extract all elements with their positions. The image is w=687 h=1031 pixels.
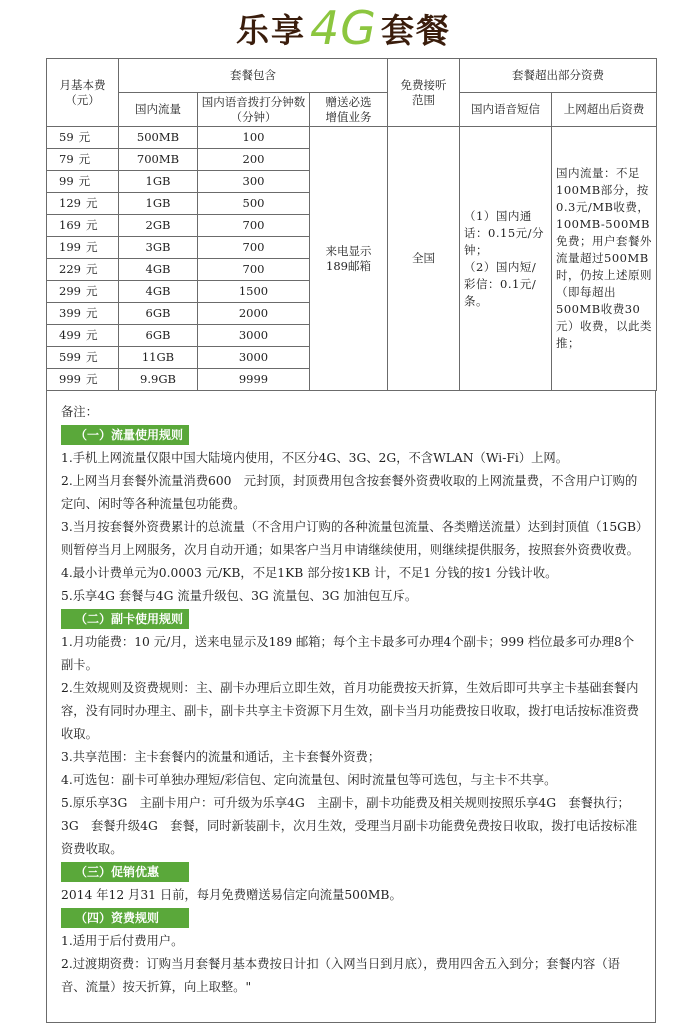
fee-cell: 129 元 <box>47 193 119 215</box>
title-part-1: 乐享 <box>236 10 307 50</box>
note-item: 1.月功能费：10 元/月，送来电显示及189 邮箱；每个主卡最多可办理4个副卡；999 档位最多可办理8个副卡。 <box>61 635 635 672</box>
header-monthly-fee: 月基本费 （元） <box>47 59 119 127</box>
note-item: 5.乐享4G 套餐与4G 流量升级包、3G 流量包、3G 加油包互斥。 <box>61 589 418 603</box>
data-cell: 2GB <box>119 215 198 237</box>
fee-cell: 599 元 <box>47 347 119 369</box>
plan-table <box>46 58 657 391</box>
note-item: 2.生效规则及资费规则：主、副卡办理后立即生效，首月功能费按天折算，生效后即可共享主卡基础套餐内容，没有同时办理主、副卡，副卡共享主卡资源下月生效，副卡当月功能费按日收取，拨打电话按标准资费收取。 <box>61 681 639 741</box>
data-cell: 4GB <box>119 259 198 281</box>
fee-cell: 299 元 <box>47 281 119 303</box>
header-domestic-data: 国内流量 <box>119 93 198 127</box>
data-cell: 11GB <box>119 347 198 369</box>
data-cell: 500MB <box>119 127 198 149</box>
free-addon-cell: 来电显示 189邮箱 <box>310 127 388 391</box>
notes-section <box>46 391 656 1023</box>
note-item: 4.最小计费单元为0.0003 元/KB，不足1KB 部分按1KB 计，不足1 分钱的按1 分钱计收。 <box>61 566 558 580</box>
section-tag-secondary-card-rules: （二）副卡使用规则 <box>61 609 189 629</box>
minutes-cell: 3000 <box>198 325 310 347</box>
minutes-cell: 100 <box>198 127 310 149</box>
free-receiving-cell: 全国 <box>388 127 460 391</box>
data-cell: 6GB <box>119 303 198 325</box>
section-tag-promotion: （三）促销优惠 <box>61 862 189 882</box>
data-cell: 1GB <box>119 171 198 193</box>
header-free-receiving: 免费接听 范围 <box>388 59 460 127</box>
minutes-cell: 9999 <box>198 369 310 391</box>
note-item: 4.可选包：副卡可单独办理短/彩信包、定向流量包、闲时流量包等可选包，与主卡不共享。 <box>61 773 557 787</box>
section-tag-data-rules: （一）流量使用规则 <box>61 425 189 445</box>
overage-voice-sms-cell: （1）国内通话：0.15元/分钟； （2）国内短/彩信：0.1元/条。 <box>460 127 552 391</box>
minutes-cell: 3000 <box>198 347 310 369</box>
fee-cell: 999 元 <box>47 369 119 391</box>
fee-cell: 229 元 <box>47 259 119 281</box>
minutes-cell: 300 <box>198 171 310 193</box>
overage-data-cell: 国内流量：不足100MB部分，按0.3元/MB收费，100MB-500MB免费；用户套餐外流量超过500MB时，仍按上述原则（即每超出500MB收费30元）收费，以此类推； <box>552 127 657 391</box>
data-cell: 6GB <box>119 325 198 347</box>
header-overage-data: 上网超出后资费 <box>552 93 657 127</box>
fee-cell: 169 元 <box>47 215 119 237</box>
data-cell: 4GB <box>119 281 198 303</box>
data-cell: 1GB <box>119 193 198 215</box>
header-overage-voice-sms: 国内语音短信 <box>460 93 552 127</box>
fee-cell: 399 元 <box>47 303 119 325</box>
minutes-cell: 1500 <box>198 281 310 303</box>
header-domestic-voice: 国内语音拨打分钟数 （分钟） <box>198 93 310 127</box>
note-item: 3.当月按套餐外资费累计的总流量（不含用户订购的各种流量包流量、各类赠送流量）达到封顶值（15GB）则暂停当月上网服务，次月自动开通；如果客户当月申请继续使用，则继续提供服务，按照套外资费收费。 <box>61 520 643 557</box>
header-overage: 套餐超出部分资费 <box>460 59 657 93</box>
fee-cell: 199 元 <box>47 237 119 259</box>
notes-heading: 备注： <box>61 405 98 419</box>
minutes-cell: 200 <box>198 149 310 171</box>
note-item: 1.适用于后付费用户。 <box>61 934 184 948</box>
note-item: 2014 年12 月31 日前，每月免费赠送易信定向流量500MB。 <box>61 888 402 902</box>
minutes-cell: 700 <box>198 237 310 259</box>
minutes-cell: 500 <box>198 193 310 215</box>
minutes-cell: 700 <box>198 215 310 237</box>
page-title <box>0 0 687 56</box>
header-free-addon: 赠送必选 增值业务 <box>310 93 388 127</box>
fee-cell: 59 元 <box>47 127 119 149</box>
minutes-cell: 2000 <box>198 303 310 325</box>
fee-cell: 499 元 <box>47 325 119 347</box>
note-item: 1.手机上网流量仅限中国大陆境内使用，不区分4G、3G、2G，不含WLAN（Wi-Fi）上网。 <box>61 451 569 465</box>
fee-cell: 79 元 <box>47 149 119 171</box>
data-cell: 700MB <box>119 149 198 171</box>
minutes-cell: 700 <box>198 259 310 281</box>
note-item: 5.原乐享3G 主副卡用户：可升级为乐享4G 主副卡，副卡功能费及相关规则按照乐享4G 套餐执行；3G 套餐升级4G 套餐，同时新装副卡，次月生效，受理当月副卡功能费免费按日收取，拨打电话按标准资费收取。 <box>61 796 638 856</box>
table-row <box>47 127 657 149</box>
title-part-3: 套餐 <box>380 10 451 50</box>
fee-cell: 99 元 <box>47 171 119 193</box>
header-package-includes: 套餐包含 <box>119 59 388 93</box>
note-item: 2.过渡期资费：订购当月套餐月基本费按日计扣（入网当日到月底），费用四舍五入到分；套餐内容（语音、流量）按天折算，向上取整。" <box>61 957 620 994</box>
data-cell: 9.9GB <box>119 369 198 391</box>
note-item: 2.上网当月套餐外流量消费600 元封顶，封顶费用包含按套餐外资费收取的上网流量费，不含用户订购的定向、闲时等各种流量包功能费。 <box>61 474 638 511</box>
section-tag-fee-rules: （四）资费规则 <box>61 908 189 928</box>
data-cell: 3GB <box>119 237 198 259</box>
note-item: 3.共享范围：主卡套餐内的流量和通话，主卡套餐外资费； <box>61 750 381 764</box>
title-4g-logo: 4G <box>310 1 377 55</box>
